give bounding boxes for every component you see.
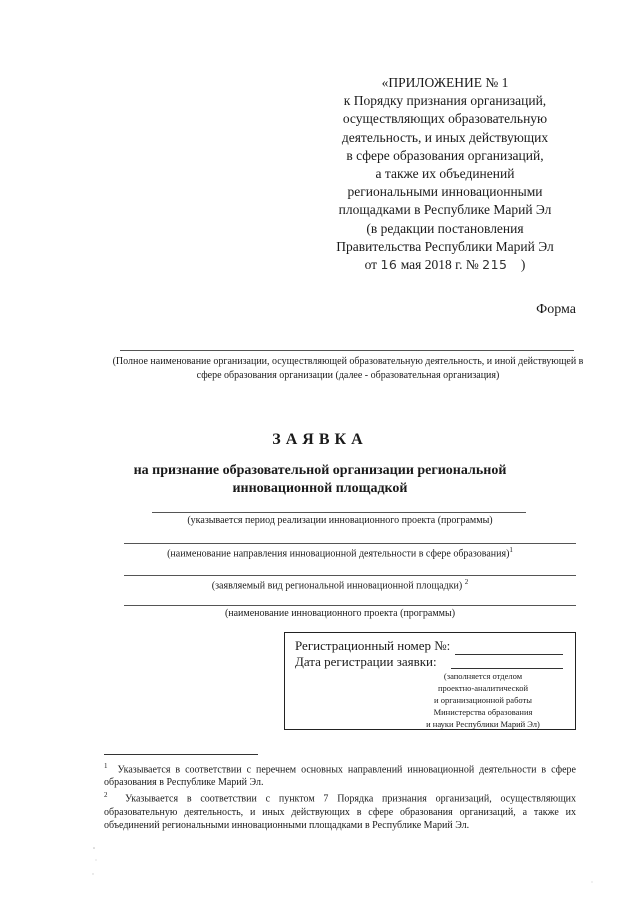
field-caption-text: (наименование инновационного проекта (программы) [224, 608, 456, 619]
registration-date-field [451, 668, 563, 669]
document-subtitle: на признание образовательной организации региональной инновационной площадкой [133, 463, 507, 496]
date-prefix: от [364, 257, 378, 273]
date-day: 16 [380, 257, 398, 273]
registration-note [403, 670, 563, 730]
field-direction-caption [100, 546, 580, 559]
appendix-header [300, 74, 590, 274]
scan-specks [32, 812, 632, 892]
field-site-type-caption [100, 578, 580, 591]
registration-number-field [455, 654, 563, 655]
field-project-name-line [124, 605, 576, 606]
registration-note-line: Министерства образования [433, 707, 533, 717]
field-project-period-line [152, 512, 526, 513]
footnote-1 [104, 760, 576, 789]
appendix-line: а также их объединений [375, 166, 515, 182]
footnote-mark: 2 [104, 791, 108, 800]
registration-box [284, 632, 576, 730]
appendix-line: к Порядку признания организаций, [343, 93, 547, 109]
appendix-date-line [300, 256, 590, 274]
field-caption-text: (указывается период реализации инновационного проекта (программы) [187, 515, 493, 526]
footnote-text: Указывается в соответствии с перечнем основных направлений инновационной деятельности в сфере образования в Республике Марий Эл. [104, 764, 576, 789]
registration-note-line: проектно-аналитической [437, 683, 529, 693]
field-site-type-line [124, 575, 576, 576]
registration-date-label: Дата регистрации заявки: [295, 654, 437, 669]
date-mid: мая 2018 г. № [400, 257, 479, 273]
org-name-caption: (Полное наименование организации, осуществляющей образовательную деятельность, и иной действующей в сфере образования организации (далее - образовательная организация) [112, 356, 584, 381]
appendix-line: региональными инновационными [347, 184, 543, 200]
field-caption-text: (наименование направления инновационной деятельности в сфере образования) [167, 548, 510, 560]
field-caption-text: (заявляемый вид региональной инновационной площадки) [211, 580, 463, 592]
date-number: 215 [482, 257, 508, 273]
appendix-line: (в редакции постановления [366, 220, 524, 236]
footnote-text: Указывается в соответствии с пунктом 7 Порядка признания организаций, осуществляющих образовательную деятельность, и иных действующих в сфере образования организаций, а также их объединений региональными инновационными площадками в Республике Марий Эл. [104, 793, 576, 831]
field-direction-line [124, 543, 576, 544]
footnote-ref: 2 [464, 578, 469, 586]
registration-note-line: и организационной работы [434, 695, 532, 705]
appendix-line: площадками в Республике Марий Эл [338, 202, 552, 218]
footnote-mark: 1 [104, 762, 108, 770]
registration-note-line: и науки Республики Марий Эл) [426, 719, 540, 729]
appendix-line: в сфере образования организаций, [346, 147, 544, 163]
document-title: ЗАЯВКА [272, 431, 368, 448]
footnote-ref: 1 [509, 546, 513, 554]
appendix-line: деятельность, и иных действующих [341, 129, 549, 145]
date-suffix: ) [520, 257, 526, 273]
field-project-period-caption [100, 515, 580, 526]
registration-number-label: Регистрационный номер №: [295, 638, 451, 653]
footnote-separator [104, 754, 258, 755]
field-project-name-caption [100, 608, 580, 619]
appendix-line: осуществляющих образовательную [342, 111, 548, 127]
registration-note-line: (заполняется отделом [443, 671, 523, 681]
org-name-line [120, 350, 574, 351]
form-label: Форма [536, 302, 576, 317]
appendix-line: «ПРИЛОЖЕНИЕ № 1 [381, 75, 509, 90]
appendix-line: Правительства Республики Марий Эл [336, 238, 554, 254]
